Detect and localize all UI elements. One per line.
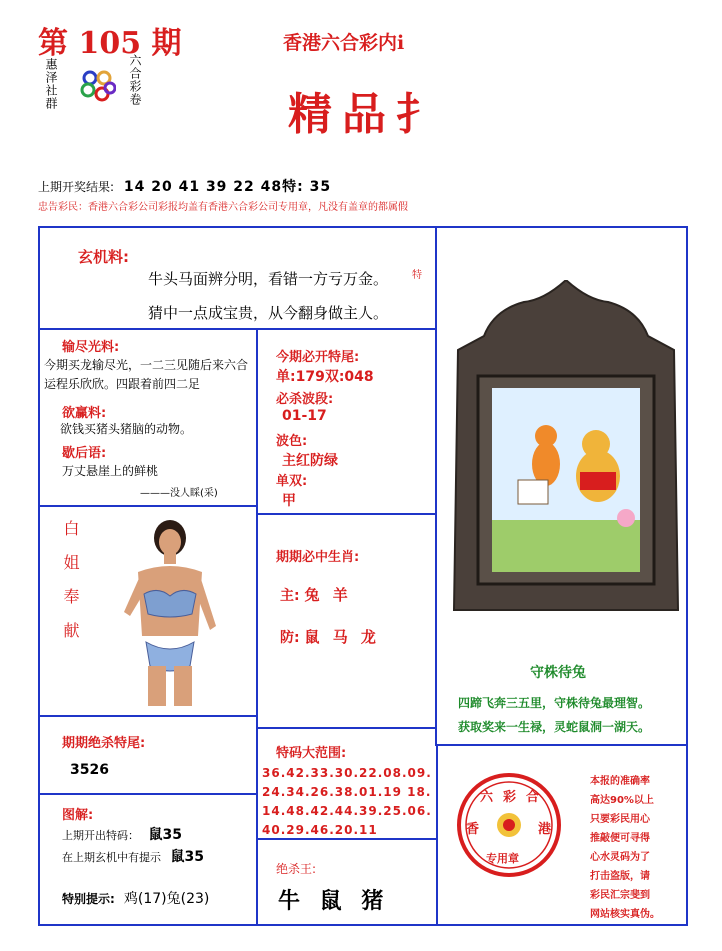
- shujin-text: 今期买龙输尽光，一二三见随后来六合运程乐欣欣。四跟着前四二足: [44, 358, 249, 391]
- divider-h6: [436, 744, 688, 746]
- divider-h4: [38, 715, 256, 717]
- divider-h5: [256, 727, 436, 729]
- shengxiao-main: 兔 羊: [304, 586, 352, 604]
- notice-line: 网站核实真伪。: [590, 909, 660, 920]
- divider-h1: [38, 328, 436, 330]
- notice-line: 高达90%以上: [590, 795, 654, 806]
- tewei-danshuang: 单:179双:048: [276, 369, 374, 385]
- headline: 香港六合彩内i: [283, 32, 405, 54]
- tewei-title: 今期必开特尾:: [276, 350, 360, 365]
- tujie-line2-value: 鼠35: [170, 849, 204, 865]
- frame-left: [38, 226, 40, 926]
- xuanji-title: 玄机料:: [78, 248, 129, 266]
- divider-h7: [38, 793, 256, 795]
- notice-line: 推敲便可寻得: [590, 833, 650, 844]
- shengxiao-fang: 鼠 马 龙: [304, 628, 380, 646]
- danshuang-value: 甲: [282, 493, 296, 509]
- tujie-line1-value: 鼠35: [148, 827, 182, 843]
- shawang-title: 绝杀王:: [276, 862, 317, 876]
- framed-painting: [448, 280, 684, 620]
- vertical-label-left: 惠泽社群: [44, 58, 58, 110]
- divider-h2: [38, 505, 256, 507]
- seal-top: 六彩合: [480, 790, 550, 805]
- danshuang-title: 单双:: [276, 474, 308, 489]
- painting-caption: 守株待兔: [530, 665, 586, 681]
- xuanji-stamp: 特: [412, 270, 422, 281]
- model-photo: [118, 516, 222, 706]
- xuanji-line1: 牛头马面辨分明，看错一方亏万金。: [148, 270, 389, 288]
- frame-top: [38, 226, 688, 228]
- yuxian-title: 欲赢料:: [62, 406, 107, 421]
- juesha-value: 3526: [70, 762, 109, 778]
- bose-value: 主红防绿: [282, 453, 338, 469]
- divider-vertical-right: [435, 226, 437, 746]
- juesha-title: 期期绝杀特尾:: [62, 736, 146, 751]
- frame-right: [686, 226, 688, 926]
- painting-poem-1: 四蹄飞奔三五里，守株待兔最理智。: [458, 696, 651, 710]
- yuxian-text: 欲钱买猪头猪脑的动物。: [60, 422, 193, 436]
- divider-vertical-mid: [256, 328, 258, 924]
- tujie-title: 图解:: [62, 808, 94, 823]
- notice-text: [590, 772, 660, 924]
- bose-title: 波色:: [276, 434, 308, 449]
- seal-left: 香: [466, 822, 480, 837]
- warning-text: 忠告彩民：香港六合彩公司彩报均盖有香港六合彩公司专用章，凡没有盖章的都属假: [38, 202, 408, 213]
- shujin-title: 输尽光料:: [62, 340, 120, 355]
- bobi-title: 必杀波段:: [276, 392, 334, 407]
- notice-line: 彩民汇宗斐到: [590, 890, 650, 901]
- notice-line: 打击盗版，请: [590, 871, 650, 882]
- notice-line: 只要彩民用心: [590, 814, 650, 825]
- issue-number: 第 105 期: [38, 26, 182, 61]
- shawang-value: 牛 鼠 猪: [278, 888, 390, 914]
- results-label: 上期开奖结果:: [38, 180, 115, 194]
- frame-bottom: [38, 924, 688, 926]
- logo-icon: [78, 66, 116, 106]
- bobi-value: 01-17: [282, 408, 327, 424]
- shengxiao-main-label: 主:: [280, 588, 300, 604]
- divider-vertical-br: [436, 744, 438, 924]
- xiehouyu-answer: ———没人睬(采): [140, 488, 218, 499]
- notice-line: 本报的准确率: [590, 776, 650, 787]
- tebie-value: 鸡(17)兔(23): [123, 891, 210, 907]
- tebie-title: 特别提示:: [62, 892, 115, 906]
- tujie-line2-label: 在上期玄机中有提示: [62, 851, 161, 864]
- xiehouyu-title: 歇后语:: [62, 446, 107, 461]
- tema-row-4: 40.29.46.20.11: [262, 823, 378, 837]
- notice-line: 心水灵码为了: [590, 852, 650, 863]
- xiehouyu-text: 万丈悬崖上的鲜桃: [62, 464, 159, 478]
- brand-title: 精品扌: [288, 89, 450, 140]
- photo-caption: 白姐奉献: [61, 520, 80, 656]
- shengxiao-fang-label: 防:: [280, 630, 300, 646]
- tema-row-3: 14.48.42.44.39.25.06.: [262, 804, 432, 818]
- divider-h3: [256, 513, 436, 515]
- tujie-line1-label: 上期开出特码：: [62, 829, 139, 842]
- xuanji-line2: 猜中一点成宝贵，从今翻身做主人。: [148, 304, 389, 322]
- tema-row-1: 36.42.33.30.22.08.09.: [262, 766, 432, 780]
- shengxiao-title: 期期必中生肖:: [276, 550, 360, 565]
- seal-right: 港: [538, 822, 552, 837]
- vertical-label-right: 六合彩卷: [128, 54, 142, 106]
- results-numbers: 14 20 41 39 22 48特: 35: [123, 179, 332, 195]
- tema-title: 特码大范围:: [276, 746, 347, 761]
- seal-bottom: 专用章: [486, 852, 519, 865]
- tema-row-2: 24.34.26.38.01.19 18.: [262, 785, 432, 799]
- painting-poem-2: 获取奖来一生禄，灵蛇鼠洞一湖天。: [458, 720, 651, 734]
